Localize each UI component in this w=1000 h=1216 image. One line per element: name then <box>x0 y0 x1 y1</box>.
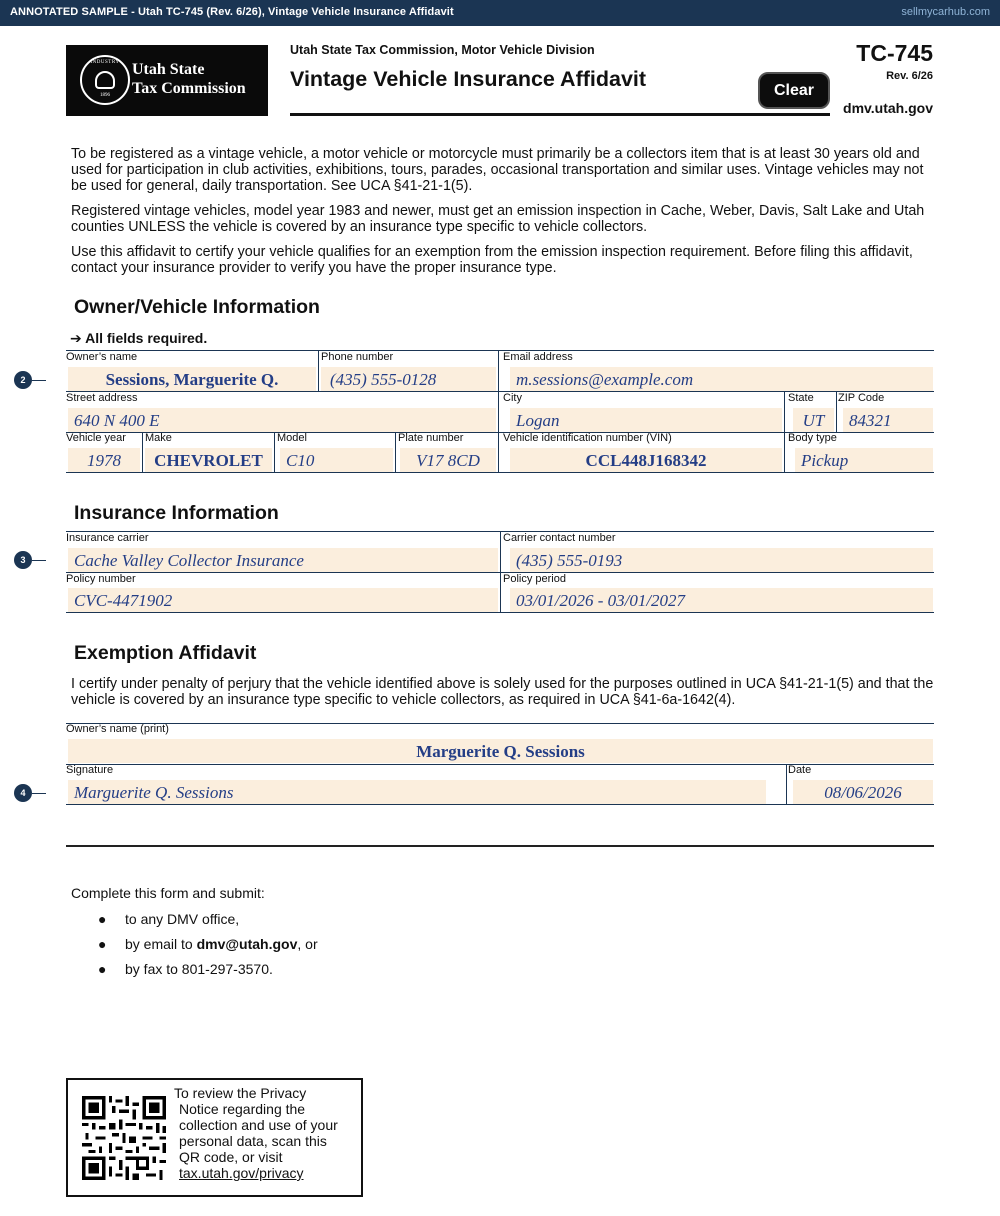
banner-title: ANNOTATED SAMPLE - Utah TC-745 (Rev. 6/26), Vintage Vehicle Insurance Affidavit <box>10 6 454 18</box>
body-type-field[interactable]: Pickup <box>795 448 933 472</box>
plate-label: Plate number <box>398 432 464 444</box>
utah-tax-commission-logo <box>66 45 268 116</box>
model-field[interactable]: C10 <box>280 448 393 472</box>
date-label: Date <box>788 764 812 776</box>
privacy-link[interactable]: tax.utah.gov/privacy <box>179 1165 304 1181</box>
form-revision: Rev. 6/26 <box>886 70 933 82</box>
affidavit-section-heading: Exemption Affidavit <box>74 642 257 664</box>
logo-line-1: Utah State <box>132 61 205 78</box>
logo-line-2: Tax Commission <box>132 80 246 97</box>
zip-label: ZIP Code <box>838 392 885 404</box>
email-label: Email address <box>503 351 573 363</box>
form-number: TC-745 <box>856 40 933 66</box>
list-item <box>98 961 273 977</box>
email-field[interactable]: m.sessions@example.com <box>510 367 933 391</box>
annotation-marker-2: 2 <box>14 371 32 389</box>
list-item <box>98 936 318 952</box>
policy-period-field[interactable]: 03/01/2026 - 03/01/2027 <box>510 588 933 612</box>
logo-name <box>132 60 246 98</box>
divider <box>66 472 934 473</box>
phone-field[interactable]: (435) 555-0128 <box>321 367 496 391</box>
required-text: All fields required. <box>85 330 208 346</box>
policy-number-label: Policy number <box>66 573 136 585</box>
required-note <box>70 330 207 347</box>
body-type-label: Body type <box>788 432 837 444</box>
affidavit-statement: I certify under penalty of perjury that the vehicle identified above is solely used for the purposes outlined in UCA §41-21-1(5) and that the vehicle is covered by an insurance type specific to vehicle collectors, as required in UCA §41-6a-1642(4). <box>71 676 934 708</box>
plate-field[interactable]: V17 8CD <box>400 448 496 472</box>
agency-name: Utah State Tax Commission, Motor Vehicle Division <box>290 43 595 57</box>
state-field[interactable]: UT <box>793 408 834 432</box>
header-rule <box>290 113 830 116</box>
carrier-label: Insurance carrier <box>66 532 149 544</box>
divider <box>274 432 275 472</box>
make-field[interactable]: CHEVROLET <box>145 448 272 472</box>
owner-section-heading: Owner/Vehicle Information <box>74 296 320 318</box>
section-rule <box>66 845 934 847</box>
owner-name-field[interactable]: Sessions, Marguerite Q. <box>68 367 316 391</box>
privacy-line: To review the Privacy <box>174 1085 307 1101</box>
divider <box>66 350 934 351</box>
zip-field[interactable]: 84321 <box>843 408 933 432</box>
submit-email-prefix: by email to <box>125 936 197 952</box>
submit-intro: Complete this form and submit: <box>71 885 265 901</box>
top-banner <box>0 0 1000 26</box>
seal-text-bottom: 1896 <box>100 93 110 98</box>
state-seal-icon <box>80 55 130 105</box>
privacy-line: Notice regarding the <box>179 1101 306 1117</box>
privacy-notice-box <box>66 1078 363 1197</box>
clear-button[interactable]: Clear <box>758 72 830 109</box>
list-item <box>98 911 239 927</box>
annotation-leader <box>32 793 46 794</box>
form-title: Vintage Vehicle Insurance Affidavit <box>290 67 647 91</box>
privacy-line: QR code, or visit <box>179 1149 283 1165</box>
divider <box>318 350 319 391</box>
street-field[interactable]: 640 N 400 E <box>68 408 496 432</box>
signature-field[interactable]: Marguerite Q. Sessions <box>68 780 766 804</box>
privacy-line: personal data, scan this <box>179 1133 327 1149</box>
print-name-field[interactable]: Marguerite Q. Sessions <box>68 739 933 763</box>
policy-number-field[interactable]: CVC-4471902 <box>68 588 498 612</box>
annotation-leader <box>32 560 46 561</box>
seal-text-top: INDUSTRY <box>90 60 120 65</box>
qr-code-icon[interactable] <box>82 1096 166 1180</box>
submit-email-suffix: , or <box>297 936 318 952</box>
vehicle-year-field[interactable]: 1978 <box>68 448 140 472</box>
phone-label: Phone number <box>321 351 394 363</box>
divider <box>66 612 934 613</box>
model-label: Model <box>277 432 307 444</box>
dmv-website: dmv.utah.gov <box>843 100 933 116</box>
divider <box>500 531 501 612</box>
city-field[interactable]: Logan <box>510 408 782 432</box>
vin-label: Vehicle identification number (VIN) <box>503 432 672 444</box>
policy-period-label: Policy period <box>503 573 566 585</box>
divider <box>498 350 499 472</box>
annotation-leader <box>32 380 46 381</box>
annotation-marker-4: 4 <box>14 784 32 802</box>
date-field[interactable]: 08/06/2026 <box>793 780 933 804</box>
divider <box>395 432 396 472</box>
submit-fax: by fax to 801-297-3570. <box>125 961 273 977</box>
vin-field[interactable]: CCL448J168342 <box>510 448 782 472</box>
city-label: City <box>503 392 522 404</box>
privacy-notice-text <box>174 1085 338 1181</box>
bullet-icon: ● <box>98 911 107 927</box>
divider <box>142 432 143 472</box>
street-label: Street address <box>66 392 138 404</box>
bullet-icon: ● <box>98 961 107 977</box>
arrow-right-icon: ➔ <box>70 330 82 346</box>
carrier-contact-label: Carrier contact number <box>503 532 616 544</box>
submit-dmv-office: to any DMV office, <box>125 911 240 927</box>
beehive-icon <box>95 71 115 89</box>
intro-paragraph-2: Registered vintage vehicles, model year 1983 and newer, must get an emission inspection in Cache, Weber, Davis, Salt Lake and Utah counties UNLESS the vehicle is covered by an insurance type specific to vehicle collectors. <box>71 203 925 235</box>
divider <box>836 391 837 432</box>
intro-paragraph-1: To be registered as a vintage vehicle, a motor vehicle or motorcycle must primarily be a collectors item that is at least 30 years old and used for participation in club activities, exhibitions, tours, parades, occasional transportation and similar uses. Vintage vehicles may not be used for general, daily transportation. See UCA §41-21-1(5). <box>71 146 924 194</box>
bullet-icon: ● <box>98 936 107 952</box>
carrier-field[interactable]: Cache Valley Collector Insurance <box>68 548 498 572</box>
annotation-marker-3: 3 <box>14 551 32 569</box>
insurance-section-heading: Insurance Information <box>74 502 279 524</box>
vehicle-year-label: Vehicle year <box>66 432 126 444</box>
make-label: Make <box>145 432 172 444</box>
privacy-line: collection and use of your <box>179 1117 338 1133</box>
divider <box>66 723 934 724</box>
owner-name-label: Owner’s name <box>66 351 138 363</box>
submit-email-link[interactable]: dmv@utah.gov <box>196 936 298 952</box>
carrier-contact-field[interactable]: (435) 555-0193 <box>510 548 933 572</box>
divider <box>784 391 785 472</box>
divider <box>786 764 787 804</box>
print-name-label: Owner’s name (print) <box>66 723 169 735</box>
state-label: State <box>788 392 814 404</box>
banner-site[interactable]: sellmycarhub.com <box>901 6 990 18</box>
divider <box>66 804 934 805</box>
signature-label: Signature <box>66 764 114 776</box>
intro-paragraph-3: Use this affidavit to certify your vehicle qualifies for an exemption from the emission inspection requirement. Before filing this affidavit, contact your insurance provider to verify you have the proper insurance type. <box>71 244 913 276</box>
